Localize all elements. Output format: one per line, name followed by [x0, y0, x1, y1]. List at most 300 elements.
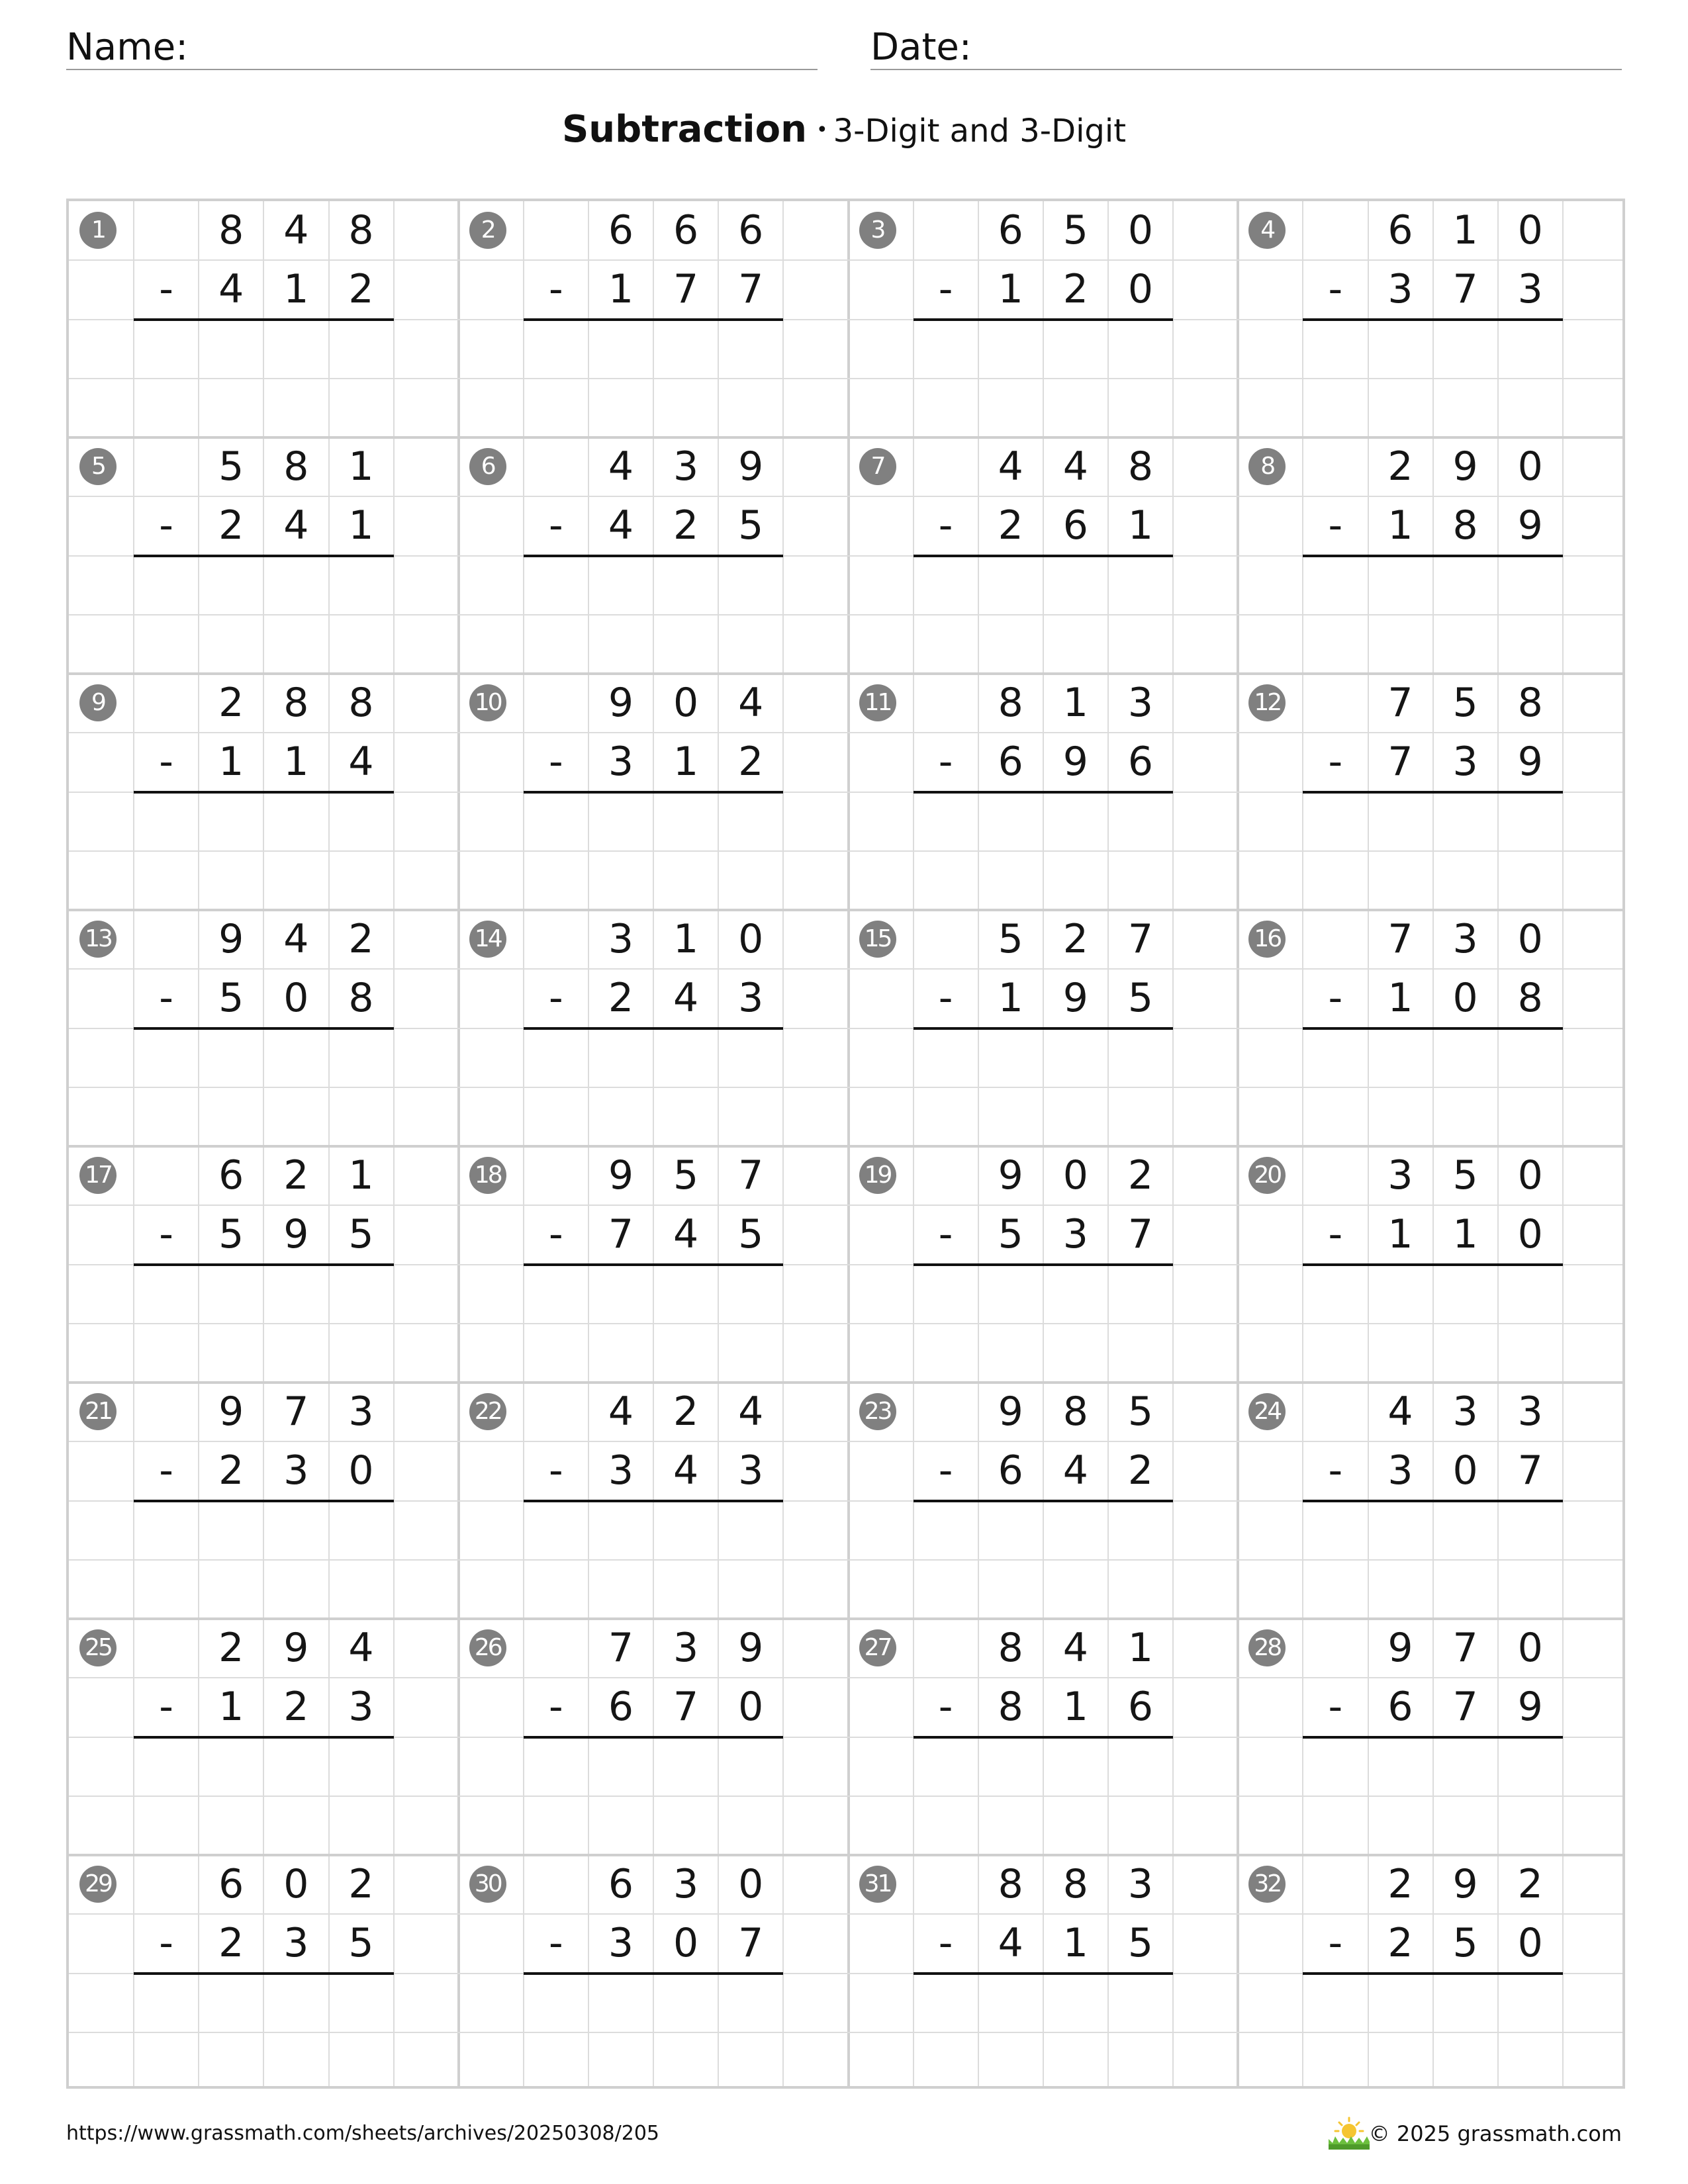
minuend-digit: 4 [608, 1388, 634, 1435]
minuend-digit: 0 [1062, 1152, 1088, 1199]
minuend-digit: 8 [998, 680, 1023, 726]
minus-sign: - [938, 266, 953, 313]
subtrahend-digit: 2 [673, 502, 699, 549]
minuend-digit: 9 [608, 680, 634, 726]
subtrahend-digit: 4 [673, 1211, 699, 1258]
minuend-digit: 2 [218, 1625, 244, 1671]
subtrahend-digit: 3 [608, 739, 634, 786]
minus-sign: - [549, 739, 563, 786]
problem-number-badge: 22 [469, 1393, 506, 1430]
subtrahend-digit: 4 [673, 1447, 699, 1494]
minuend-digit: 4 [1062, 443, 1088, 490]
problem-number-badge: 16 [1248, 921, 1286, 958]
subtrahend-digit: 7 [1452, 266, 1478, 313]
subtrahend-digit: 7 [1127, 1211, 1154, 1258]
minuend-digit: 9 [1452, 443, 1478, 490]
subtrahend-digit: 5 [218, 975, 244, 1022]
minuend-digit: 9 [218, 1388, 244, 1435]
minuend-digit: 8 [1062, 1861, 1088, 1907]
subtrahend-digit: 0 [1127, 266, 1154, 313]
subtrahend-digit: 2 [1387, 1920, 1413, 1967]
problem-6 [459, 437, 849, 674]
problem-number-badge: 7 [859, 448, 896, 485]
subtrahend-digit: 6 [1387, 1684, 1413, 1731]
answer-line [524, 1500, 784, 1502]
minus-sign: - [159, 975, 173, 1022]
minuend-digit: 9 [738, 1625, 764, 1671]
minuend-digit: 5 [1062, 207, 1088, 253]
subtrahend-digit: 7 [673, 1684, 699, 1731]
subtrahend-digit: 0 [738, 1684, 764, 1731]
problem-18 [459, 1146, 849, 1383]
minuend-digit: 0 [1517, 207, 1543, 253]
answer-line [134, 1027, 394, 1030]
minus-sign: - [159, 1447, 173, 1494]
minuend-digit: 9 [1387, 1625, 1413, 1671]
subtrahend-digit: 2 [218, 1920, 244, 1967]
problem-30 [459, 1855, 849, 2091]
subtrahend-digit: 4 [608, 502, 634, 549]
subtrahend-digit: 8 [1452, 502, 1478, 549]
minuend-digit: 2 [218, 680, 244, 726]
minuend-digit: 3 [1452, 916, 1478, 962]
subtrahend-digit: 3 [348, 1684, 374, 1731]
minuend-digit: 3 [1452, 1388, 1478, 1435]
minuend-digit: 9 [608, 1152, 634, 1199]
subtrahend-digit: 1 [348, 502, 374, 549]
subtrahend-digit: 6 [1062, 502, 1088, 549]
minuend-digit: 7 [1452, 1625, 1478, 1671]
subtrahend-digit: 3 [738, 1447, 764, 1494]
problem-25 [69, 1619, 459, 1855]
problem-number-badge: 5 [79, 448, 117, 485]
problem-2 [459, 201, 849, 437]
minuend-digit: 9 [738, 443, 764, 490]
minuend-digit: 9 [998, 1388, 1023, 1435]
answer-line [134, 318, 394, 321]
problem-number-badge: 23 [859, 1393, 896, 1430]
answer-line [524, 791, 784, 794]
subtrahend-digit: 0 [1517, 1920, 1543, 1967]
subtrahend-digit: 8 [1517, 975, 1543, 1022]
minus-sign: - [938, 502, 953, 549]
answer-line [524, 555, 784, 557]
minuend-digit: 6 [673, 207, 699, 253]
answer-line [1303, 1263, 1563, 1266]
minuend-digit: 1 [1127, 1625, 1154, 1671]
minuend-digit: 3 [1387, 1152, 1413, 1199]
minuend-digit: 4 [348, 1625, 374, 1671]
minus-sign: - [1328, 502, 1343, 549]
minuend-digit: 8 [348, 680, 374, 726]
minus-sign: - [549, 266, 563, 313]
problem-13 [69, 910, 459, 1146]
minuend-digit: 2 [348, 916, 374, 962]
minuend-digit: 3 [673, 1625, 699, 1671]
problem-number-badge: 29 [79, 1866, 117, 1903]
minuend-digit: 4 [1387, 1388, 1413, 1435]
minuend-digit: 7 [1387, 680, 1413, 726]
problem-17 [69, 1146, 459, 1383]
subtrahend-digit: 2 [998, 502, 1023, 549]
problem-12 [1238, 674, 1628, 910]
answer-line [134, 1736, 394, 1739]
worksheet-title [0, 106, 1688, 155]
minuend-digit: 5 [218, 443, 244, 490]
problem-27 [849, 1619, 1239, 1855]
problem-number-badge: 21 [79, 1393, 117, 1430]
subtrahend-digit: 8 [348, 975, 374, 1022]
subtrahend-digit: 1 [1387, 975, 1413, 1022]
problem-7 [849, 437, 1239, 674]
subtrahend-digit: 3 [608, 1920, 634, 1967]
subtrahend-digit: 4 [998, 1920, 1023, 1967]
minus-sign: - [549, 1447, 563, 1494]
minuend-digit: 3 [348, 1388, 374, 1435]
minuend-digit: 8 [1127, 443, 1154, 490]
problem-number-badge: 17 [79, 1157, 117, 1194]
subtrahend-digit: 7 [738, 1920, 764, 1967]
answer-line [134, 1972, 394, 1975]
minuend-digit: 1 [673, 916, 699, 962]
minuend-digit: 4 [738, 1388, 764, 1435]
problem-11 [849, 674, 1239, 910]
answer-line [524, 318, 784, 321]
minuend-digit: 6 [608, 207, 634, 253]
subtrahend-digit: 3 [283, 1920, 309, 1967]
problem-number-badge: 31 [859, 1866, 896, 1903]
minus-sign: - [159, 1684, 173, 1731]
minuend-digit: 0 [1517, 443, 1543, 490]
title-bullet: • [816, 118, 828, 142]
minuend-digit: 2 [1517, 1861, 1543, 1907]
minus-sign: - [1328, 1447, 1343, 1494]
subtrahend-digit: 5 [738, 1211, 764, 1258]
subtrahend-digit: 5 [1127, 975, 1154, 1022]
minuend-digit: 5 [673, 1152, 699, 1199]
minus-sign: - [938, 739, 953, 786]
minuend-digit: 1 [348, 1152, 374, 1199]
subtrahend-digit: 0 [673, 1920, 699, 1967]
minuend-digit: 2 [348, 1861, 374, 1907]
answer-line [524, 1972, 784, 1975]
minuend-digit: 0 [738, 916, 764, 962]
subtrahend-digit: 6 [998, 739, 1023, 786]
answer-line [914, 1972, 1174, 1975]
minuend-digit: 2 [1127, 1152, 1154, 1199]
subtrahend-digit: 3 [1517, 266, 1543, 313]
answer-line [914, 1027, 1174, 1030]
subtrahend-digit: 2 [1127, 1447, 1154, 1494]
minuend-digit: 3 [673, 1861, 699, 1907]
subtrahend-digit: 7 [608, 1211, 634, 1258]
subtrahend-digit: 7 [1387, 739, 1413, 786]
footer-copyright: © 2025 grassmath.com [1368, 2121, 1622, 2146]
date-field[interactable] [870, 25, 1622, 70]
subtrahend-digit: 5 [1452, 1920, 1478, 1967]
answer-line [914, 318, 1174, 321]
subtrahend-digit: 9 [1517, 502, 1543, 549]
name-label: Name: [66, 26, 189, 69]
problem-4 [1238, 201, 1628, 437]
minus-sign: - [549, 975, 563, 1022]
problem-number-badge: 25 [79, 1629, 117, 1666]
minus-sign: - [1328, 975, 1343, 1022]
subtrahend-digit: 0 [1452, 1447, 1478, 1494]
answer-line [134, 1500, 394, 1502]
minus-sign: - [1328, 739, 1343, 786]
answer-line [524, 1027, 784, 1030]
minuend-digit: 0 [738, 1861, 764, 1907]
minuend-digit: 3 [673, 443, 699, 490]
subtrahend-digit: 0 [348, 1447, 374, 1494]
minuend-digit: 0 [1127, 207, 1154, 253]
problem-number-badge: 26 [469, 1629, 506, 1666]
answer-line [1303, 1027, 1563, 1030]
problem-32 [1238, 1855, 1628, 2091]
minuend-digit: 2 [1387, 443, 1413, 490]
subtrahend-digit: 1 [998, 975, 1023, 1022]
minuend-digit: 8 [283, 680, 309, 726]
subtrahend-digit: 4 [283, 502, 309, 549]
problem-number-badge: 28 [1248, 1629, 1286, 1666]
minus-sign: - [1328, 1684, 1343, 1731]
problem-22 [459, 1383, 849, 1619]
minuend-digit: 5 [1452, 680, 1478, 726]
subtrahend-digit: 2 [218, 502, 244, 549]
answer-line [1303, 1500, 1563, 1502]
minus-sign: - [938, 1211, 953, 1258]
subtrahend-digit: 3 [608, 1447, 634, 1494]
problem-number-badge: 27 [859, 1629, 896, 1666]
subtrahend-digit: 4 [1062, 1447, 1088, 1494]
subtrahend-digit: 2 [348, 266, 374, 313]
minuend-digit: 2 [673, 1388, 699, 1435]
grass-sun-logo-icon [1326, 2115, 1372, 2150]
problem-15 [849, 910, 1239, 1146]
minuend-digit: 5 [1452, 1152, 1478, 1199]
minuend-digit: 7 [608, 1625, 634, 1671]
minuend-digit: 1 [1062, 680, 1088, 726]
title-main: Subtraction [561, 108, 807, 151]
minuend-digit: 6 [218, 1152, 244, 1199]
minus-sign: - [159, 739, 173, 786]
problem-23 [849, 1383, 1239, 1619]
subtrahend-digit: 5 [998, 1211, 1023, 1258]
minuend-digit: 8 [998, 1625, 1023, 1671]
answer-line [134, 1263, 394, 1266]
subtrahend-digit: 6 [998, 1447, 1023, 1494]
subtrahend-digit: 0 [1452, 975, 1478, 1022]
date-label: Date: [870, 26, 972, 69]
subtrahend-digit: 1 [283, 266, 309, 313]
problem-29 [69, 1855, 459, 2091]
problem-number-badge: 12 [1248, 684, 1286, 721]
minuend-digit: 6 [738, 207, 764, 253]
subtrahend-digit: 1 [218, 739, 244, 786]
minuend-digit: 7 [1387, 916, 1413, 962]
answer-line [914, 1736, 1174, 1739]
subtrahend-digit: 3 [1387, 1447, 1413, 1494]
problem-number-badge: 8 [1248, 448, 1286, 485]
minuend-digit: 0 [1517, 1152, 1543, 1199]
minuend-digit: 6 [218, 1861, 244, 1907]
minuend-digit: 4 [283, 207, 309, 253]
problem-number-badge: 4 [1248, 212, 1286, 249]
minus-sign: - [159, 266, 173, 313]
subtrahend-digit: 9 [1517, 1684, 1543, 1731]
minuend-digit: 4 [283, 916, 309, 962]
subtrahend-digit: 4 [673, 975, 699, 1022]
subtrahend-digit: 1 [283, 739, 309, 786]
problem-number-badge: 3 [859, 212, 896, 249]
subtrahend-digit: 9 [283, 1211, 309, 1258]
name-underline [66, 69, 818, 70]
footer-url: https://www.grassmath.com/sheets/archives/20250308/205 [66, 2122, 660, 2145]
problem-number-badge: 30 [469, 1866, 506, 1903]
problem-number-badge: 10 [469, 684, 506, 721]
minuend-digit: 2 [1387, 1861, 1413, 1907]
subtrahend-digit: 5 [1127, 1920, 1154, 1967]
answer-line [1303, 791, 1563, 794]
subtrahend-digit: 4 [348, 739, 374, 786]
subtrahend-digit: 5 [218, 1211, 244, 1258]
name-field[interactable] [66, 25, 818, 70]
problem-9 [69, 674, 459, 910]
minuend-digit: 3 [1127, 1861, 1154, 1907]
problem-number-badge: 1 [79, 212, 117, 249]
subtrahend-digit: 1 [1062, 1920, 1088, 1967]
problem-20 [1238, 1146, 1628, 1383]
minuend-digit: 0 [1517, 916, 1543, 962]
subtrahend-digit: 5 [738, 502, 764, 549]
minuend-digit: 9 [998, 1152, 1023, 1199]
minuend-digit: 0 [1517, 1625, 1543, 1671]
problem-5 [69, 437, 459, 674]
title-subtitle: 3-Digit and 3-Digit [833, 113, 1127, 150]
minuend-digit: 8 [1062, 1388, 1088, 1435]
minus-sign: - [159, 502, 173, 549]
minuend-digit: 6 [998, 207, 1023, 253]
problem-number-badge: 9 [79, 684, 117, 721]
problem-21 [69, 1383, 459, 1619]
subtrahend-digit: 1 [1127, 502, 1154, 549]
subtrahend-digit: 2 [218, 1447, 244, 1494]
minuend-digit: 6 [1387, 207, 1413, 253]
minuend-digit: 8 [218, 207, 244, 253]
minuend-digit: 4 [608, 443, 634, 490]
minuend-digit: 4 [1062, 1625, 1088, 1671]
minus-sign: - [159, 1920, 173, 1967]
problem-8 [1238, 437, 1628, 674]
minuend-digit: 3 [1127, 680, 1154, 726]
problem-14 [459, 910, 849, 1146]
subtrahend-digit: 1 [1387, 502, 1413, 549]
problem-number-badge: 19 [859, 1157, 896, 1194]
subtrahend-digit: 4 [218, 266, 244, 313]
answer-line [524, 1263, 784, 1266]
subtrahend-digit: 9 [1517, 739, 1543, 786]
problem-1 [69, 201, 459, 437]
subtrahend-digit: 7 [1452, 1684, 1478, 1731]
subtrahend-digit: 8 [998, 1684, 1023, 1731]
problem-28 [1238, 1619, 1628, 1855]
minuend-digit: 1 [348, 443, 374, 490]
minuend-digit: 2 [283, 1152, 309, 1199]
subtrahend-digit: 6 [1127, 1684, 1154, 1731]
minus-sign: - [549, 1684, 563, 1731]
minus-sign: - [938, 1684, 953, 1731]
minuend-digit: 9 [1452, 1861, 1478, 1907]
answer-line [914, 791, 1174, 794]
subtrahend-digit: 1 [608, 266, 634, 313]
problem-number-badge: 13 [79, 921, 117, 958]
problem-number-badge: 32 [1248, 1866, 1286, 1903]
subtrahend-digit: 5 [348, 1211, 374, 1258]
subtrahend-digit: 2 [1062, 266, 1088, 313]
subtrahend-digit: 1 [1387, 1211, 1413, 1258]
problem-26 [459, 1619, 849, 1855]
subtrahend-digit: 2 [608, 975, 634, 1022]
answer-line [914, 1500, 1174, 1502]
minuend-digit: 9 [283, 1625, 309, 1671]
problem-19 [849, 1146, 1239, 1383]
answer-line [914, 1263, 1174, 1266]
subtrahend-digit: 9 [1062, 739, 1088, 786]
answer-line [914, 555, 1174, 557]
minuend-digit: 7 [738, 1152, 764, 1199]
minus-sign: - [938, 1447, 953, 1494]
minuend-digit: 8 [283, 443, 309, 490]
problem-number-badge: 2 [469, 212, 506, 249]
problem-number-badge: 20 [1248, 1157, 1286, 1194]
minus-sign: - [549, 502, 563, 549]
problem-10 [459, 674, 849, 910]
subtrahend-digit: 3 [1387, 266, 1413, 313]
minuend-digit: 6 [608, 1861, 634, 1907]
subtrahend-digit: 9 [1062, 975, 1088, 1022]
minuend-digit: 0 [673, 680, 699, 726]
minus-sign: - [549, 1920, 563, 1967]
subtrahend-digit: 5 [348, 1920, 374, 1967]
minuend-digit: 8 [1517, 680, 1543, 726]
minus-sign: - [159, 1211, 173, 1258]
subtrahend-digit: 7 [1517, 1447, 1543, 1494]
problem-number-badge: 24 [1248, 1393, 1286, 1430]
subtrahend-digit: 3 [738, 975, 764, 1022]
minuend-digit: 1 [1452, 207, 1478, 253]
problem-number-badge: 6 [469, 448, 506, 485]
answer-line [1303, 318, 1563, 321]
subtrahend-digit: 6 [1127, 739, 1154, 786]
minus-sign: - [549, 1211, 563, 1258]
minus-sign: - [938, 1920, 953, 1967]
minuend-digit: 3 [608, 916, 634, 962]
problem-number-badge: 18 [469, 1157, 506, 1194]
minuend-digit: 7 [283, 1388, 309, 1435]
subtrahend-digit: 1 [1452, 1211, 1478, 1258]
subtrahend-digit: 6 [608, 1684, 634, 1731]
minus-sign: - [1328, 266, 1343, 313]
answer-line [1303, 555, 1563, 557]
problem-24 [1238, 1383, 1628, 1619]
subtrahend-digit: 2 [283, 1684, 309, 1731]
minuend-digit: 0 [283, 1861, 309, 1907]
answer-line [524, 1736, 784, 1739]
minuend-digit: 5 [998, 916, 1023, 962]
minus-sign: - [1328, 1211, 1343, 1258]
minuend-digit: 7 [1127, 916, 1154, 962]
